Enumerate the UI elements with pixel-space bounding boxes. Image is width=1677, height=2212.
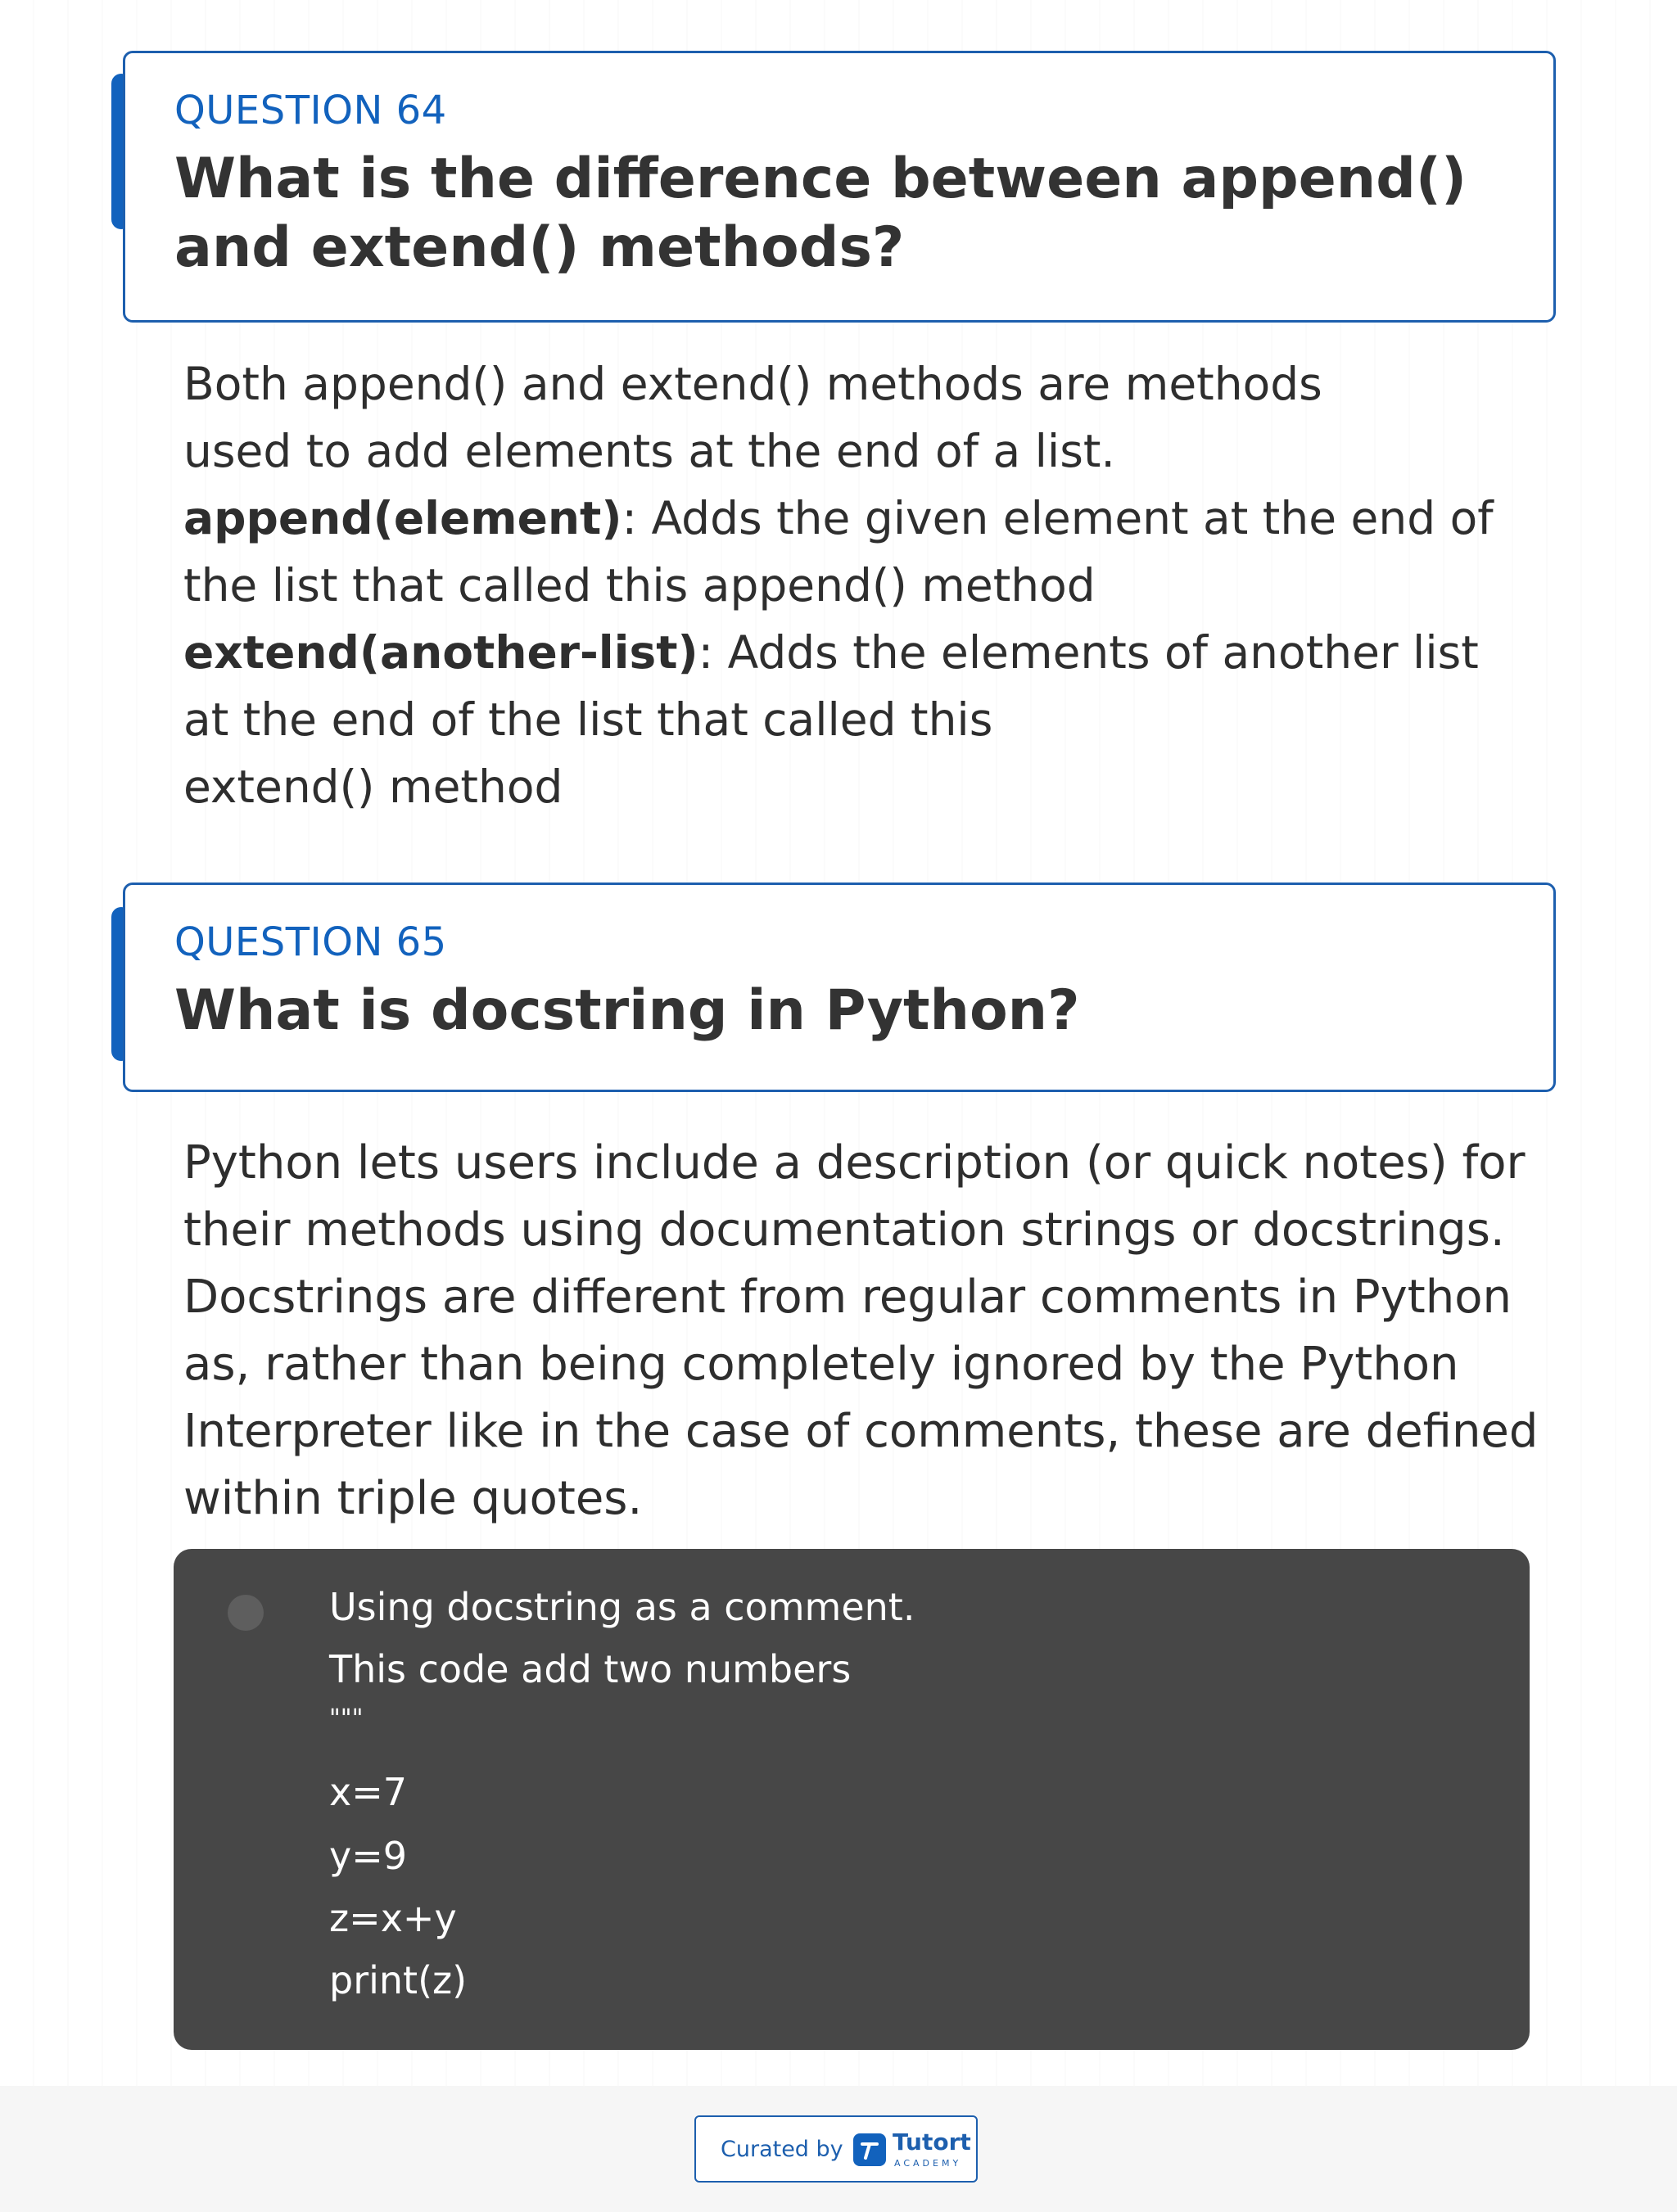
answer-line: within triple quotes. [183, 1472, 643, 1525]
code-line: """ [329, 1704, 364, 1733]
question-65-number: QUESTION 65 [174, 919, 447, 965]
answer-line: used to add elements at the end of a list. [183, 425, 1115, 477]
term-extend: extend(another-list) [183, 626, 698, 679]
answer-term-append [183, 485, 1625, 552]
code-line: z=x+y [329, 1896, 457, 1940]
answer-line: the list that called this append() method [183, 559, 1096, 612]
answer-line: at the end of the list that called this [183, 693, 993, 746]
question-64-answer [183, 350, 1625, 820]
answer-line: Docstrings are different from regular comments in Python [183, 1271, 1512, 1324]
question-64-title-line-2: and extend() methods? [174, 215, 905, 280]
answer-line: their methods using documentation strings or docstrings. [183, 1203, 1505, 1257]
answer-line: Both append() and extend() methods are methods [183, 358, 1322, 410]
code-line: y=9 [329, 1834, 408, 1878]
question-64-title [174, 145, 1526, 282]
code-line: This code add two numbers [329, 1647, 852, 1691]
code-block [174, 1549, 1530, 2050]
answer-line: as, rather than being completely ignored by the Python [183, 1338, 1459, 1391]
question-65-answer [183, 1130, 1625, 1533]
question-64-number: QUESTION 64 [174, 88, 447, 133]
answer-line: Interpreter like in the case of comments, these are defined [183, 1405, 1539, 1458]
footer [0, 2086, 1677, 2212]
curated-by-label: Curated by [721, 2137, 843, 2162]
question-64-box [123, 51, 1556, 323]
code-line: x=7 [329, 1770, 408, 1814]
question-65-title: What is docstring in Python? [174, 978, 1080, 1043]
brand-subtitle: ACADEMY [894, 2158, 962, 2169]
tutort-logo-icon [853, 2133, 886, 2166]
answer-term-extend [183, 619, 1625, 686]
answer-line: extend() method [183, 761, 563, 813]
window-dot-icon [228, 1595, 264, 1631]
curated-by-badge[interactable] [694, 2115, 978, 2183]
brand-name: Tutort [893, 2128, 971, 2156]
question-64-title-line-1: What is the difference between append() [174, 147, 1467, 211]
term-append-desc: : Adds the given element at the end of [622, 492, 1494, 544]
question-65-box [123, 883, 1556, 1092]
code-line: print(z) [329, 1958, 468, 2002]
answer-line: Python lets users include a description (or quick notes) for [183, 1136, 1526, 1190]
term-append: append(element) [183, 492, 622, 544]
code-line: Using docstring as a comment. [329, 1585, 915, 1629]
term-extend-desc: : Adds the elements of another list [698, 626, 1479, 679]
